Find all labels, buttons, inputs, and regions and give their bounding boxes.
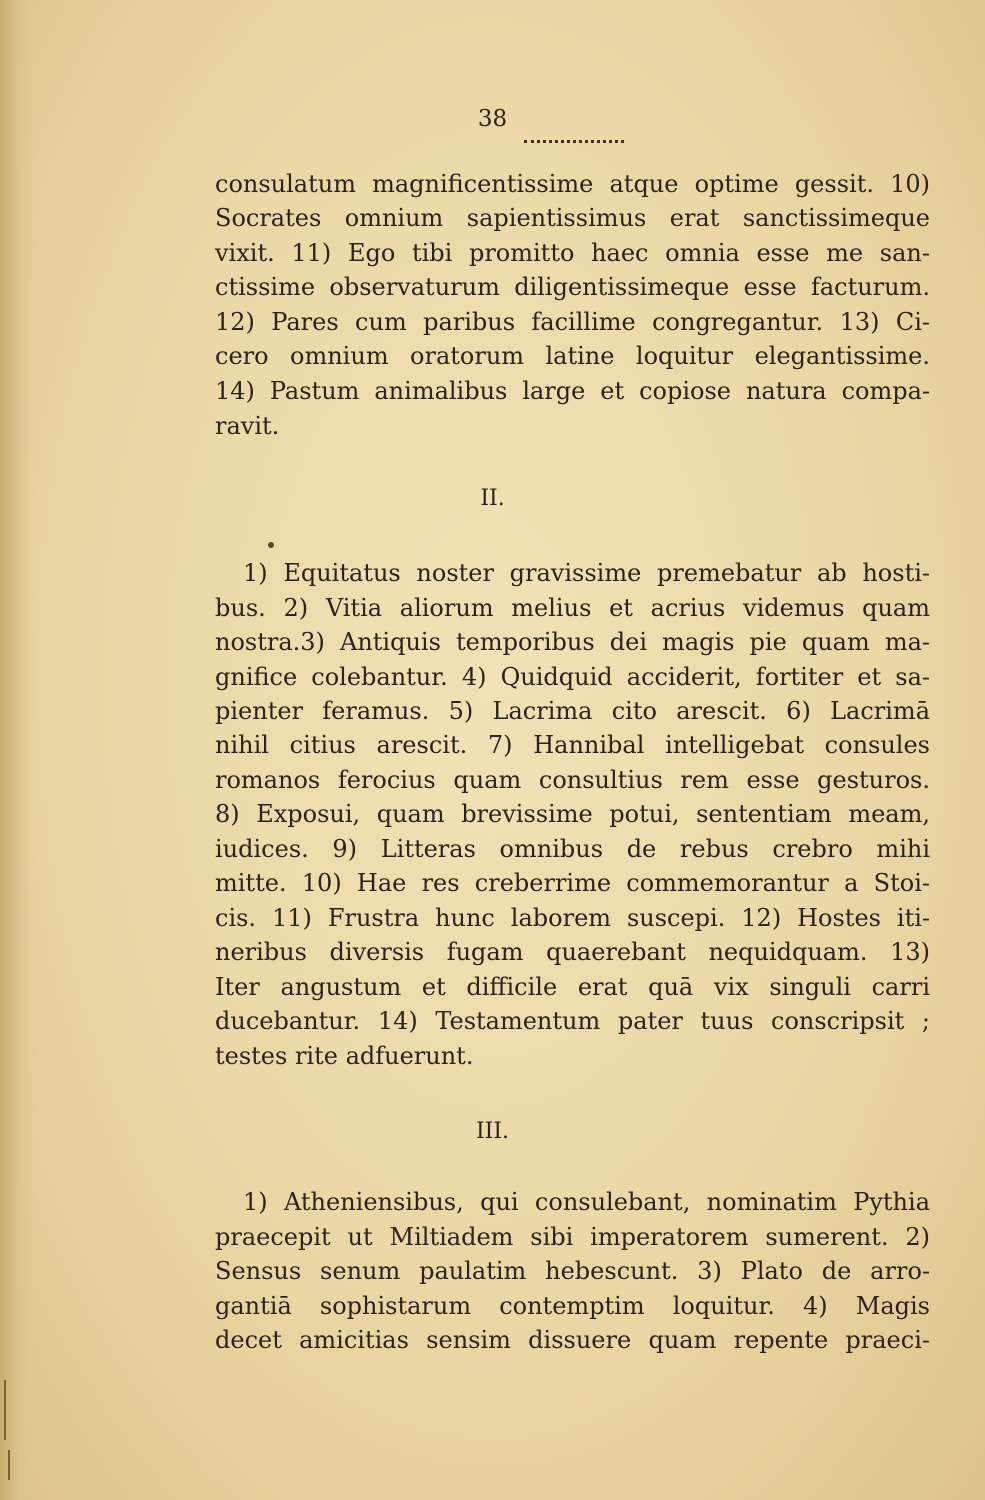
text-line: 8) Exposui, quam brevissime potui, sententiam meam, <box>215 800 930 828</box>
text-line: Socrates omnium sapientissimus erat sanctissimeque <box>215 204 930 232</box>
text-line: 12) Pares cum paribus facillime congregantur. 13) Ci- <box>215 308 930 336</box>
text-line: consulatum magnificentissime atque optime gessit. 10) <box>215 170 930 198</box>
binding-mark <box>4 1380 6 1440</box>
ink-speck <box>268 542 274 548</box>
page-header <box>0 106 985 132</box>
text-line: decet amicitias sensim dissuere quam repente praeci- <box>215 1326 930 1354</box>
binding-mark <box>8 1450 10 1480</box>
text-line: 1) Atheniensibus, qui consulebant, nominatim Pythia <box>243 1188 930 1216</box>
text-line: vixit. 11) Ego tibi promitto haec omnia esse me san- <box>215 239 930 267</box>
text-line: ravit. <box>215 412 280 440</box>
text-line: Iter angustum et difficile erat quā vix singuli carri <box>215 973 930 1001</box>
text-line: Sensus senum paulatim hebescunt. 3) Plato de arro- <box>215 1257 930 1285</box>
text-line: cero omnium oratorum latine loquitur elegantissime. <box>215 342 930 370</box>
text-line: nihil citius arescit. 7) Hannibal intelligebat consules <box>215 731 930 759</box>
text-line: ducebantur. 14) Testamentum pater tuus conscripsit ; <box>215 1007 930 1035</box>
text-line: praecepit ut Miltiadem sibi imperatorem sumerent. 2) <box>215 1223 930 1251</box>
text-line: neribus diversis fugam quaerebant nequidquam. 13) <box>215 938 930 966</box>
text-line: cis. 11) Frustra hunc laborem suscepi. 12) Hostes iti- <box>215 904 930 932</box>
section-heading-3: III. <box>475 1119 510 1144</box>
text-line: pienter feramus. 5) Lacrima cito arescit. 6) Lacrimā <box>215 697 930 725</box>
page-gutter <box>0 0 34 1500</box>
text-line: testes rite adfuerunt. <box>215 1042 474 1070</box>
text-line: gantiā sophistarum contemptim loquitur. 4) Magis <box>215 1292 930 1320</box>
text-line: mitte. 10) Hae res creberrime commemorantur a Stoi- <box>215 869 930 897</box>
page-number: 38 <box>477 106 508 132</box>
text-line: 14) Pastum animalibus large et copiose natura compa- <box>215 377 930 405</box>
section-heading-2: II. <box>480 486 505 511</box>
text-line: romanos ferocius quam consultius rem esse gesturos. <box>215 766 930 794</box>
text-line: gnifice colebantur. 4) Quidquid acciderit, fortiter et sa- <box>215 663 930 691</box>
text-line: ctissime observaturum diligentissimeque esse facturum. <box>215 273 930 301</box>
text-line: nostra.3) Antiquis temporibus dei magis pie quam ma- <box>215 628 930 656</box>
text-line: iudices. 9) Litteras omnibus de rebus crebro mihi <box>215 835 930 863</box>
header-rule <box>524 140 624 143</box>
text-line: 1) Equitatus noster gravissime premebatur ab hosti- <box>243 559 930 587</box>
text-line: bus. 2) Vitia aliorum melius et acrius videmus quam <box>215 594 930 622</box>
